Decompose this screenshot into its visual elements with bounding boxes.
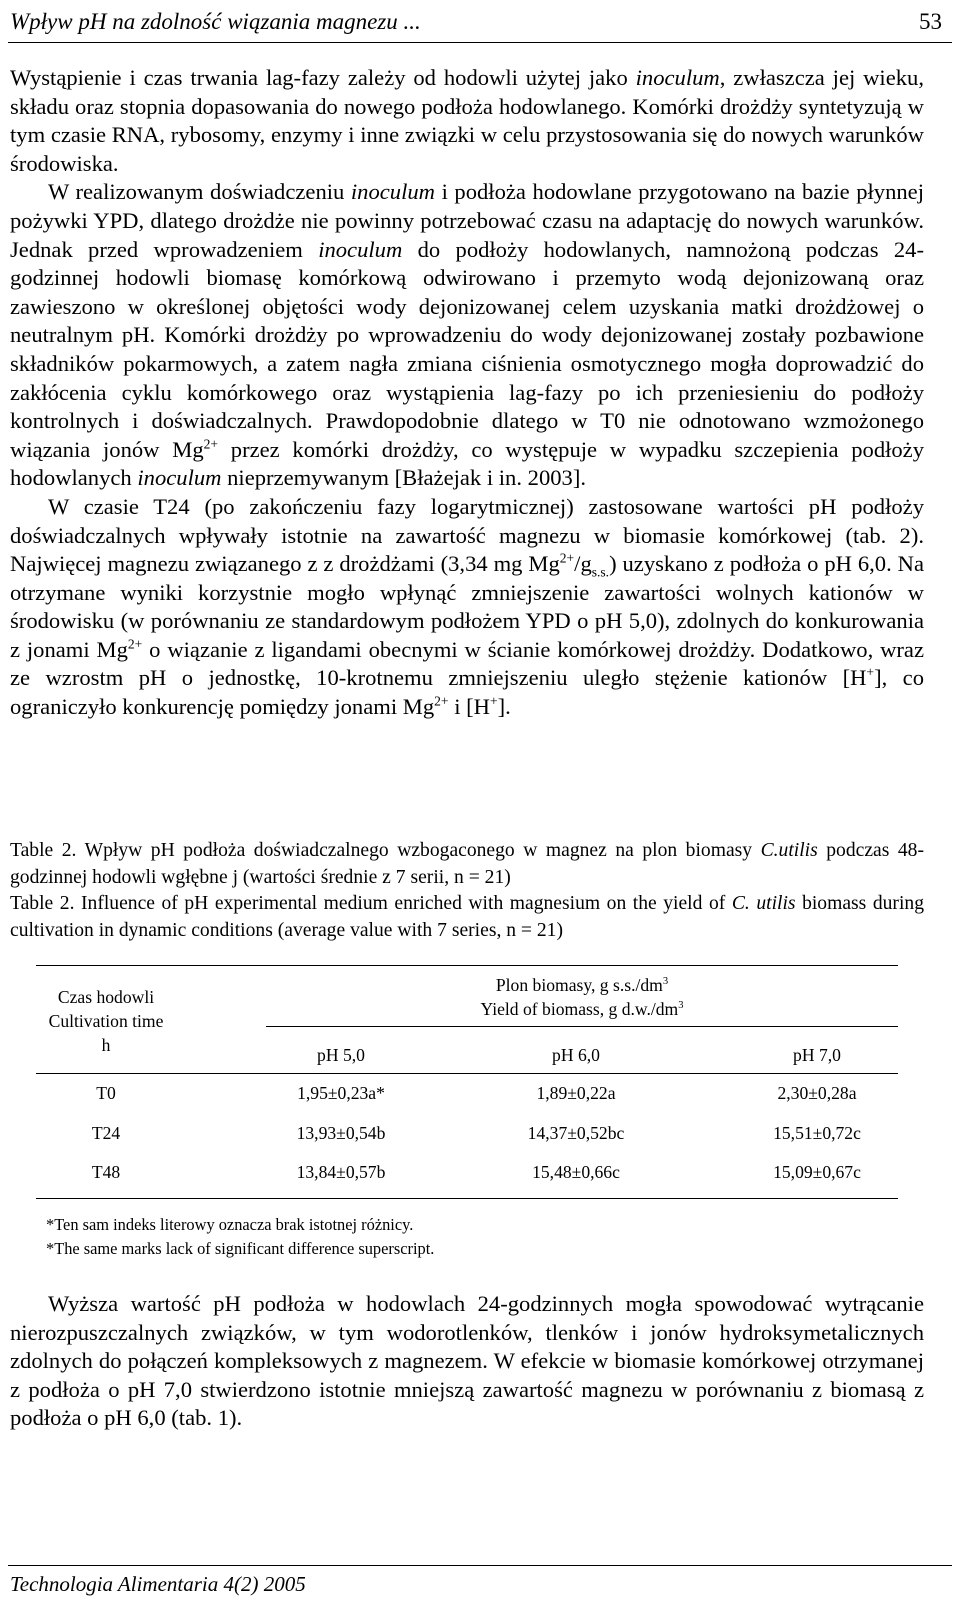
stub-header: Czas hodowli Cultivation time h [48,987,164,1055]
table-cell: 1,89±0,22a [536,1083,616,1103]
paragraph-3: W czasie T24 (po zakończeniu fazy logarytmicznej) zastosowane wartości pH podłoży doświadczalnych wpływały istotnie na zawartość magnezu w biomasie komórkowej (tab. 2). Najwięcej magnezu związanego z z drożdżami (3,34 mg $Mg^{2+}/g_{s.s.}$) uzyskano z podłoża o pH 6,0. Na otrzymane wyniki korzystnie mogło wpłynąć zmniejszenie zawartości wolnych kationów w środowisku (w porównaniu ze standardowym podłożem YPD o pH 5,0), zdolnych do konkurowania z jonami $Mg^{2+}$ o wiązanie z ligandami obecnymi w ścianie komórkowej drożdży. Dodatkowo, wraz ze wzrostm pH o jednostkę, 10-krotnemu zmniejszeniu uległo stężenie kationów [H+], co ograniczyło konkurencję pomiędzy jonami $Mg^{2+}$ i [H+]. [10,493,924,720]
table-header-rule [36,1073,898,1074]
table-top-rule [36,965,898,966]
header-rule [8,42,952,43]
paragraph-2: W realizowanym doświadczeniu inoculum i podłoża hodowlane przygotowano na bazie płynnej pożywki YPD, dlatego drożdże nie powinny potrzebować czasu na adaptację do nowych warunków. Jednak przed wprowadzeniem inoculum do podłoży hodowlanych, namnożoną podczas 24-godzinnej hodowli biomasę komórkową odwirowano i przemyto wodą dejonizowaną oraz zawieszono w określonej objętości wody dejonizowanej celem uzyskania matki drożdżowej o neutralnym pH. Komórki drożdży po wprowadzeniu do wody dejonizowanej zostały pozbawione składników pokarmowych, a zatem nagła zmiana ciśnienia osmotycznego mogła doprowadzić do zakłócenia cyklu komórkowego oraz wystąpienia lag-fazy po ich przeniesieniu do podłoży kontrolnych i doświadczalnych. Prawdopodobnie dlatego w T0 nie odnotowano wzmożonego wiązania jonów $Mg^{2+}$ przez komórki drożdży, co występuje w wypadku szczepienia podłoży hodowlanych inoculum nieprzemywanym [Błażejak i in. 2003]. [10,179,925,491]
column-header: pH 7,0 [793,1045,841,1065]
page-header [10,4,942,40]
table-cell: 14,37±0,52bc [527,1123,625,1143]
row-label: T24 [91,1123,121,1143]
group-header: Plon biomasy, g $s.s./dm^3$ Yield of biomass, g $d.w./dm^3$ [480,975,684,1019]
body-text-bottom [10,1290,924,1433]
table-cell: 13,84±0,57b [296,1162,386,1182]
journal-footer: Technologia Alimentaria 4(2) 2005 [10,1572,306,1596]
table-cell: 15,48±0,66c [532,1162,620,1182]
note-polish: *Ten sam indeks literowy oznacza brak istotnej różnicy. [46,1215,414,1234]
running-title: Wpływ pH na zdolność wiązania magnezu ... [10,9,421,34]
body-text-top [10,64,924,722]
row-label: T0 [96,1083,116,1103]
table-cell: 2,30±0,28a [777,1083,857,1103]
group-header-rule [266,1026,898,1027]
table-cell: 1,95±0,23a* [297,1083,385,1103]
table-cell: 15,51±0,72c [773,1123,861,1143]
table-bottom-rule [36,1198,898,1199]
caption-english: Table 2. Influence of pH experimental medium enriched with magnesium on the yield of C. utilis biomass during cultivation in dynamic conditions (average value with 7 series, n = 21) [10,893,924,941]
table-caption [10,838,924,944]
column-header: pH 6,0 [552,1045,600,1065]
footer-rule [8,1565,952,1566]
table-cell: 15,09±0,67c [773,1162,861,1182]
paragraph-1: Wystąpienie i czas trwania lag-fazy zależy od hodowli użytej jako inoculum, zwłaszcza jej wieku, składu oraz stopnia dopasowania do nowego podłoża hodowlanego. Komórki drożdży syntetyzują w tym czasie RNA, rybosomy, enzymy i inne związki w celu przystosowania się do nowych warunków środowiska. [10,65,924,176]
caption-polish: Table 2. Wpływ pH podłoża doświadczalnego wzbogaconego w magnez na plon biomasy C.utilis podczas 48-godzinnej hodowli wgłębne j (wartości średnie z 7 serii, n = 21) [10,840,924,888]
row-label: T48 [91,1162,121,1182]
table-cell: 13,93±0,54b [296,1123,386,1143]
page-number: 53 [919,9,942,34]
note-english: *The same marks lack of significant difference superscript. [46,1239,435,1258]
paragraph-4: Wyższa wartość pH podłoża w hodowlach 24-godzinnych mogła spowodować wytrącanie nierozpuszczalnych związków, w tym wodorotlenków, tlenków i jonów hydroksymetalicznych zdolnych do połączeń kompleksowych z magnezem. W efekcie w biomasie komórkowej otrzymanej z podłoża o pH 7,0 stwierdzono istotnie mniejszą zawartość magnezu w porównaniu z biomasą z podłoża o pH 6,0 (tab. 1). [10,1291,924,1431]
column-header: pH 5,0 [317,1045,365,1065]
table-notes [46,1213,434,1261]
